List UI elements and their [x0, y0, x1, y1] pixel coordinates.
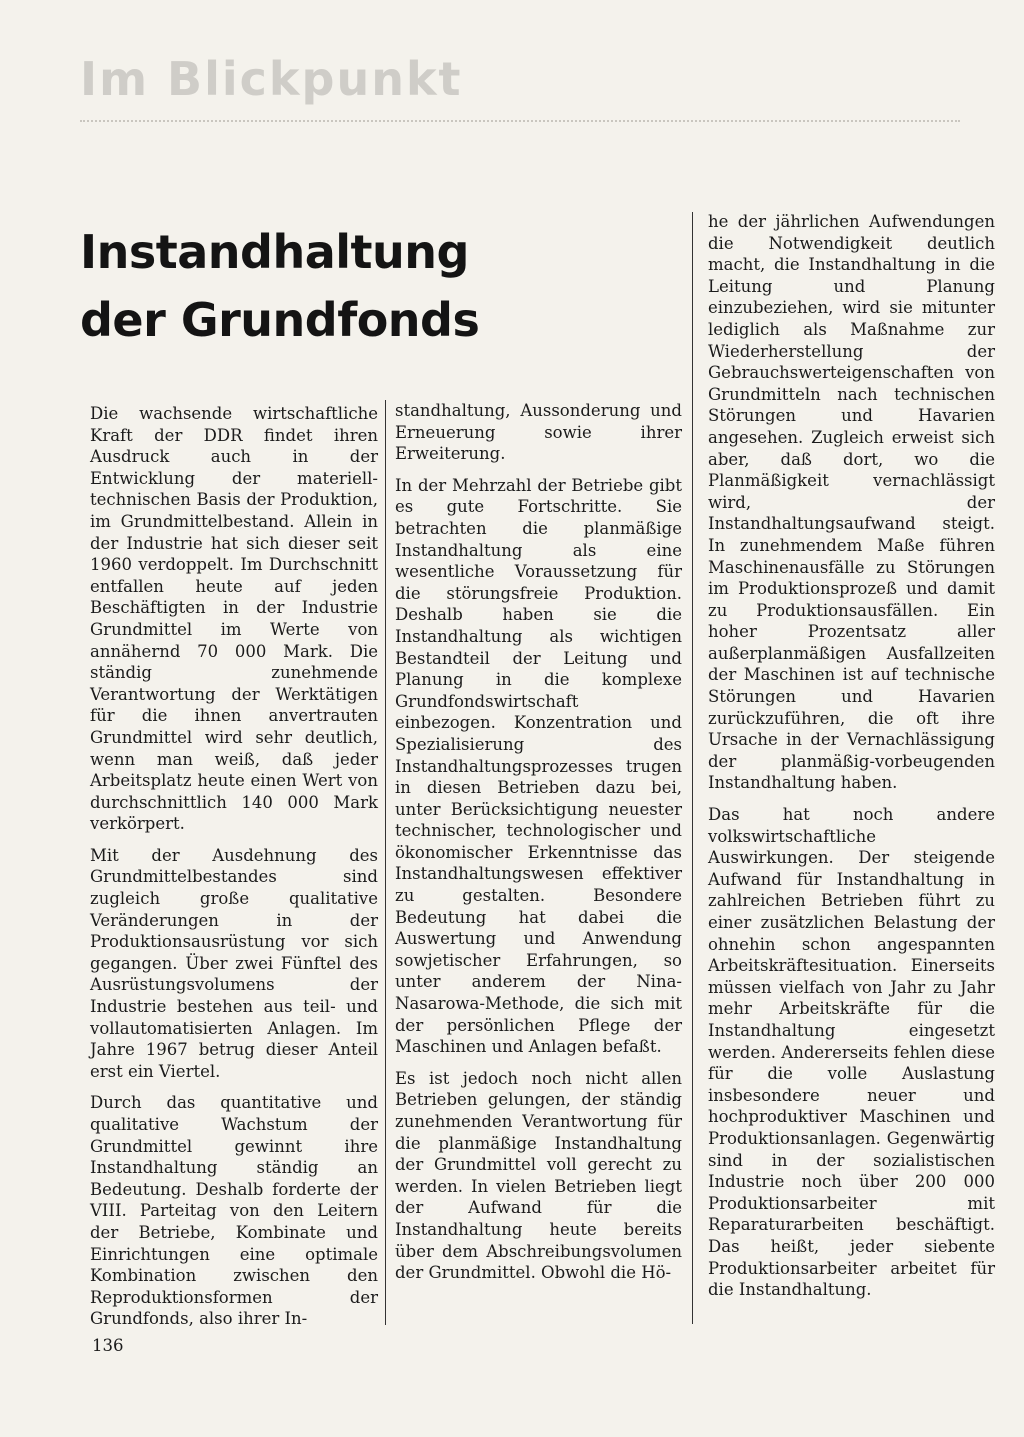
paragraph: he der jährlichen Aufwendungen die Notwendigkeit deutlich macht, die Instandhaltung in die Leitung und Planung einzubeziehen, wird sie mitunter lediglich als Maßnahme zur Wiederherstellung der Gebrauchswerteigenschaften von Grundmitteln nach technischen Störungen und Havarien angesehen. Zugleich erweist sich aber, daß dort, wo die Planmäßigkeit vernachlässigt wird, der Instandhaltungsaufwand steigt. In zunehmendem Maße führen Maschinenausfälle zu Störungen im Produktionsprozeß und damit zu Produktionsausfällen. Ein hoher Prozentsatz aller außerplanmäßigen Ausfallzeiten der Maschinen ist auf technische Störungen und Havarien zurückzuführen, die oft ihre Ursache in der Vernachlässigung der planmäßig-vorbeugenden Instandhaltung haben. — [708, 212, 995, 793]
column-divider-2 — [692, 212, 693, 1324]
column-1 — [90, 403, 378, 1340]
paragraph: In der Mehrzahl der Betriebe gibt es gute Fortschritte. Sie betrachten die planmäßige Instandhaltung als eine wesentliche Voraussetzung für die störungsfreie Produktion. Deshalb haben sie die Instandhaltung als wichtigen Bestandteil der Leitung und Planung in die komplexe Grundfondswirtschaft einbezogen. Konzentration und Spezialisierung des Instandhaltungsprozesses trugen in diesen Betrieben dazu bei, unter Berücksichtigung neuester technischer, technologischer und ökonomischer Erkenntnisse das Instandhaltungswesen effektiver zu gestalten. Besondere Bedeutung hat dabei die Auswertung und Anwendung sowjetischer Erfahrungen, so unter anderem der Nina-Nasarowa-Methode, die sich mit der persönlichen Pflege der Maschinen und Anlagen befaßt. — [395, 475, 682, 1057]
article-headline — [80, 218, 640, 354]
paragraph: Es ist jedoch noch nicht allen Betrieben gelungen, der ständig zunehmenden Verantwortung für die planmäßige Instandhaltung der Grundmittel voll gerecht zu werden. In vielen Betrieben liegt der Aufwand für die Instandhaltung heute bereits über dem Abschreibungsvolumen der Grundmittel. Obwohl die Hö- — [395, 1068, 682, 1283]
column-3 — [708, 211, 995, 1311]
headline-line-1: Instandhaltung — [80, 225, 469, 279]
paragraph: Durch das quantitative und qualitative Wachstum der Grundmittel gewinnt ihre Instandhaltung ständig an Bedeutung. Deshalb forderte der VIII. Parteitag von den Leitern der Betriebe, Kombinate und Einrichtungen eine optimale Kombination zwischen den Reproduktionsformen der Grundfonds, also ihrer In- — [90, 1093, 378, 1329]
kicker-rule — [80, 120, 960, 122]
headline-line-2: der Grundfonds — [80, 293, 480, 347]
paragraph: Die wachsende wirtschaftliche Kraft der DDR findet ihren Ausdruck auch in der Entwicklung der materiell-technischen Basis der Produktion, im Grundmittelbestand. Allein in der Industrie hat sich dieser seit 1960 verdoppelt. Im Durchschnitt entfallen heute auf jeden Beschäftigten in der Industrie Grundmittel im Werte von annähernd 70 000 Mark. Die ständig zunehmende Verantwortung der Werktätigen für die ihnen anvertrauten Grundmittel wird sehr deutlich, wenn man weiß, daß jeder Arbeitsplatz heute einen Wert von durchschnittlich 140 000 Mark verkörpert. — [90, 404, 378, 834]
column-2 — [395, 400, 682, 1294]
paragraph: Mit der Ausdehnung des Grundmittelbestandes sind zugleich große qualitative Veränderungen in der Produktionsausrüstung vor sich gegangen. Über zwei Fünftel des Ausrüstungsvolumens der Industrie bestehen aus teil- und vollautomatisierten Anlagen. Im Jahre 1967 betrug dieser Anteil erst ein Viertel. — [90, 845, 378, 1081]
paragraph: Das hat noch andere volkswirtschaftliche Auswirkungen. Der steigende Aufwand für Instandhaltung in zahlreichen Betrieben führt zu einer zusätzlichen Belastung der ohnehin schon angespannten Arbeitskräftesituation. Einerseits müssen vielfach von Jahr zu Jahr mehr Arbeitskräfte für die Instandhaltung eingesetzt werden. Andererseits fehlen diese für die volle Auslastung insbesondere neuer und hochproduktiver Maschinen und Produktionsanlagen. Gegenwärtig sind in der sozialistischen Industrie noch über 200 000 Produktionsarbeiter mit Reparaturarbeiten beschäftigt. Das heißt, jeder siebente Produktionsarbeiter arbeitet für die Instandhaltung. — [708, 805, 995, 1300]
kicker-heading: Im Blickpunkt — [80, 52, 463, 106]
paragraph: standhaltung, Aussonderung und Erneuerung sowie ihrer Erweiterung. — [395, 401, 682, 464]
column-divider-1 — [385, 400, 386, 1325]
page-number: 136 — [92, 1336, 124, 1355]
